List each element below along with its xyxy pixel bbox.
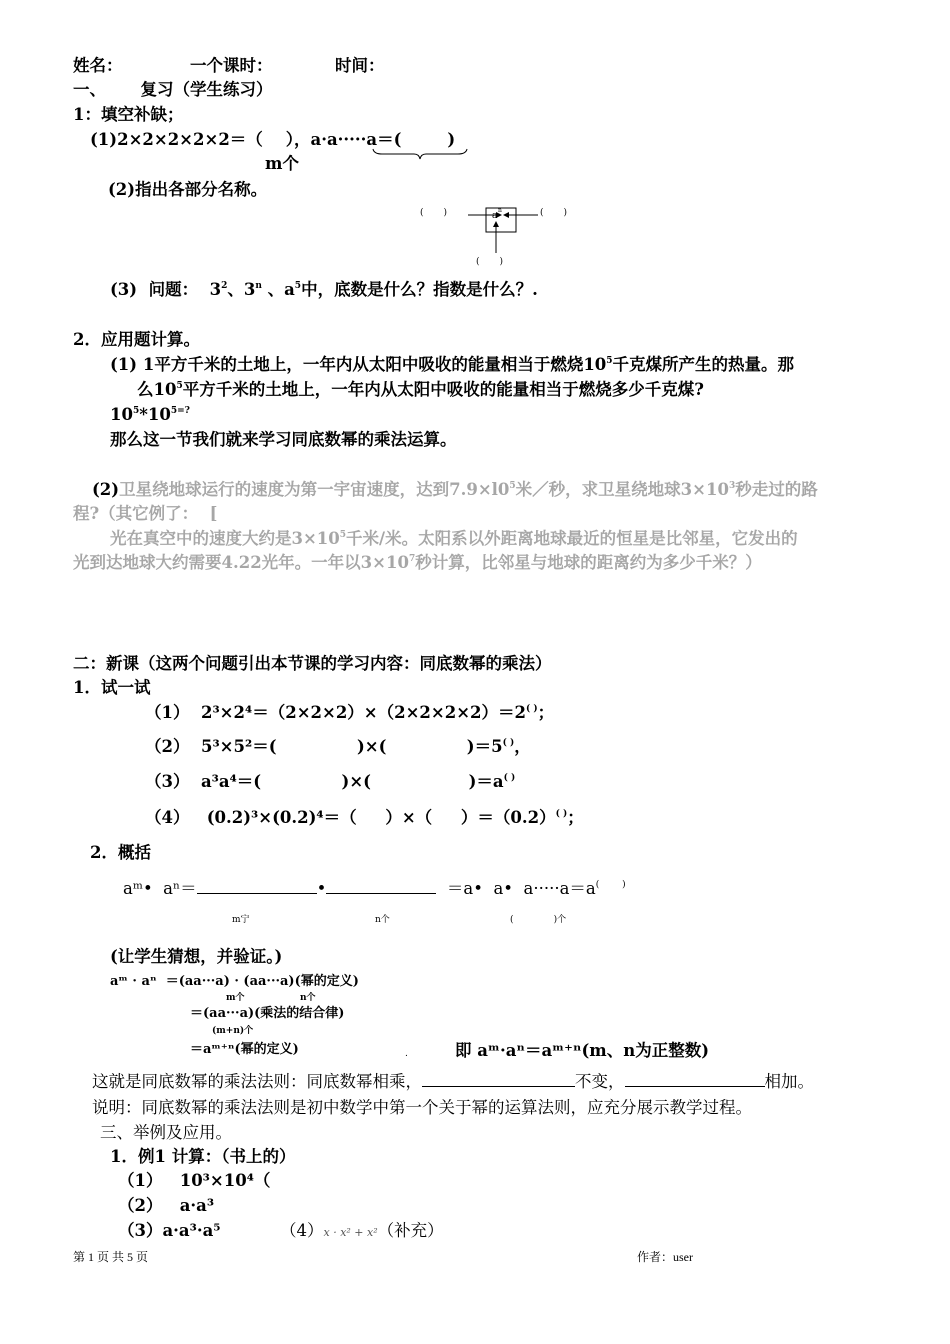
p2-line2: 程?（其它例了： [ xyxy=(73,504,218,523)
p3-line1: 光在真空中的速度大约是$3\times 10^5$千米/米。太阳系以外距离地球最近的恒星是比邻星，它发出的 xyxy=(110,529,798,548)
summary-formula: aᵐ• aⁿ＝ • ＝a• a• a·····a＝a( ) xyxy=(123,879,626,898)
diagram-exp: n xyxy=(498,207,502,214)
rule-formula: 即 aᵐ·aⁿ＝aᵐ⁺ⁿ(m、n为正整数) xyxy=(455,1041,710,1060)
time-label: 时间： xyxy=(335,56,385,75)
p1-line2: 么$10^5$平方千米的土地上，一年内从太阳中吸收的能量相当于燃烧多少千克煤? xyxy=(137,380,704,399)
proof-line1: aᵐ · aⁿ ＝(aa···a) · (aa···a)(幂的定义) xyxy=(110,974,359,989)
proof-mn-label: (m+n)个 xyxy=(212,1026,254,1036)
q1-3-text: (3) 问题： $3^2$、3$^n$ 、$a^5$中，底数是什么？指数是什么？. xyxy=(110,280,538,299)
try-2: （2） 5³×5²＝( )×( )＝5( )， xyxy=(145,737,531,756)
name-label: 姓名： xyxy=(73,56,123,75)
try-3: （3） a³a⁴＝( )×( )＝a( ) xyxy=(145,772,516,791)
q1-title: 1：填空补缺； xyxy=(73,105,184,124)
example-2: （2） a·a³ xyxy=(118,1196,215,1215)
diagram-left-paren: ( ) xyxy=(420,208,448,218)
under-n-label: n个 xyxy=(375,915,390,925)
p1-note: 那么这一节我们就来学习同底数幂的乘法运算。 xyxy=(110,430,457,449)
diagram-right-paren: ( ) xyxy=(540,208,568,218)
proof-n-label: n个 xyxy=(300,993,316,1003)
proof-m-label: m个 xyxy=(226,993,245,1003)
new-lesson-title: 二：新课（这两个问题引出本节课的学习内容：同底数幂的乘法） xyxy=(73,654,552,673)
proof-line3: ＝aᵐ⁺ⁿ(幂的定义) xyxy=(190,1042,299,1057)
rule-explain: 说明：同底数幂的乘法法则是初中数学中第一个关于幂的运算法则，应充分展示教学过程。 xyxy=(92,1098,752,1117)
example-4: （4）x · x² + x²（补充） xyxy=(280,1221,444,1240)
power-diagram xyxy=(420,205,590,273)
try-4: （4） (0.2)³×(0.2)⁴＝（ ）×（ ）＝（0.2）( )； xyxy=(145,808,584,827)
underbrace-icon xyxy=(372,148,468,160)
example-3: （3）a·a³·a⁵ xyxy=(118,1221,221,1240)
section2-title: 2．应用题计算。 xyxy=(73,330,200,349)
example-1: （1） 10³×10⁴（ xyxy=(118,1171,271,1190)
stray-dot: . xyxy=(405,1049,408,1059)
under-paren-label: ( )个 xyxy=(510,915,567,925)
p2-line1: (2)卫星绕地球运行的速度为第一宇宙速度，达到$7.9\times l0^5$米／秒，求卫星绕地球$3\times 10^3$秒走过的路 xyxy=(92,480,818,499)
footer-page-number: 第 1 页 共 5 页 xyxy=(73,1250,149,1264)
under-m-label: m宁 xyxy=(232,915,250,925)
p3-line2: 光到达地球大约需要4.22光年。一年以$3\times 10^7$秒计算，比邻星与地球的距离约为多少千米？） xyxy=(73,553,762,572)
p1-line1: (1) 1平方千米的土地上，一年内从太阳中吸收的能量相当于燃烧$10^5$千克煤所产生的热量。那 xyxy=(110,355,795,374)
section1-title: 一、 复习（学生练习） xyxy=(73,80,273,99)
try-title: 1．试一试 xyxy=(73,678,151,697)
summary-title: 2．概括 xyxy=(90,843,151,862)
period-label: 一个课时： xyxy=(190,56,273,75)
proof-line2: ＝(aa···a)(乘法的结合律) xyxy=(190,1006,345,1021)
footer-author: 作者：user xyxy=(637,1250,693,1264)
q1-1-text: (1)2×2×2×2×2＝（ ），a·a·····a＝( ) xyxy=(90,130,456,149)
guess-text: (让学生猜想，并验证。) xyxy=(110,947,283,966)
rule-sentence: 这就是同底数幂的乘法法则：同底数幂相乘， 不变， 相加。 xyxy=(92,1072,814,1091)
p1-formula: $10^5*10^{5=?}$ xyxy=(110,405,190,424)
q1-2-text: (2)指出各部分名称。 xyxy=(108,180,268,199)
example-title: 1．例1 计算：（书上的） xyxy=(110,1147,296,1166)
section3-title: 三、举例及应用。 xyxy=(100,1123,232,1142)
diagram-base: a xyxy=(492,211,498,221)
diagram-bottom-paren: ( ) xyxy=(476,257,504,267)
try-1: （1） 2³×2⁴＝（2×2×2）×（2×2×2×2）＝2( )； xyxy=(145,703,555,722)
m-count-label: m个 xyxy=(265,154,299,173)
